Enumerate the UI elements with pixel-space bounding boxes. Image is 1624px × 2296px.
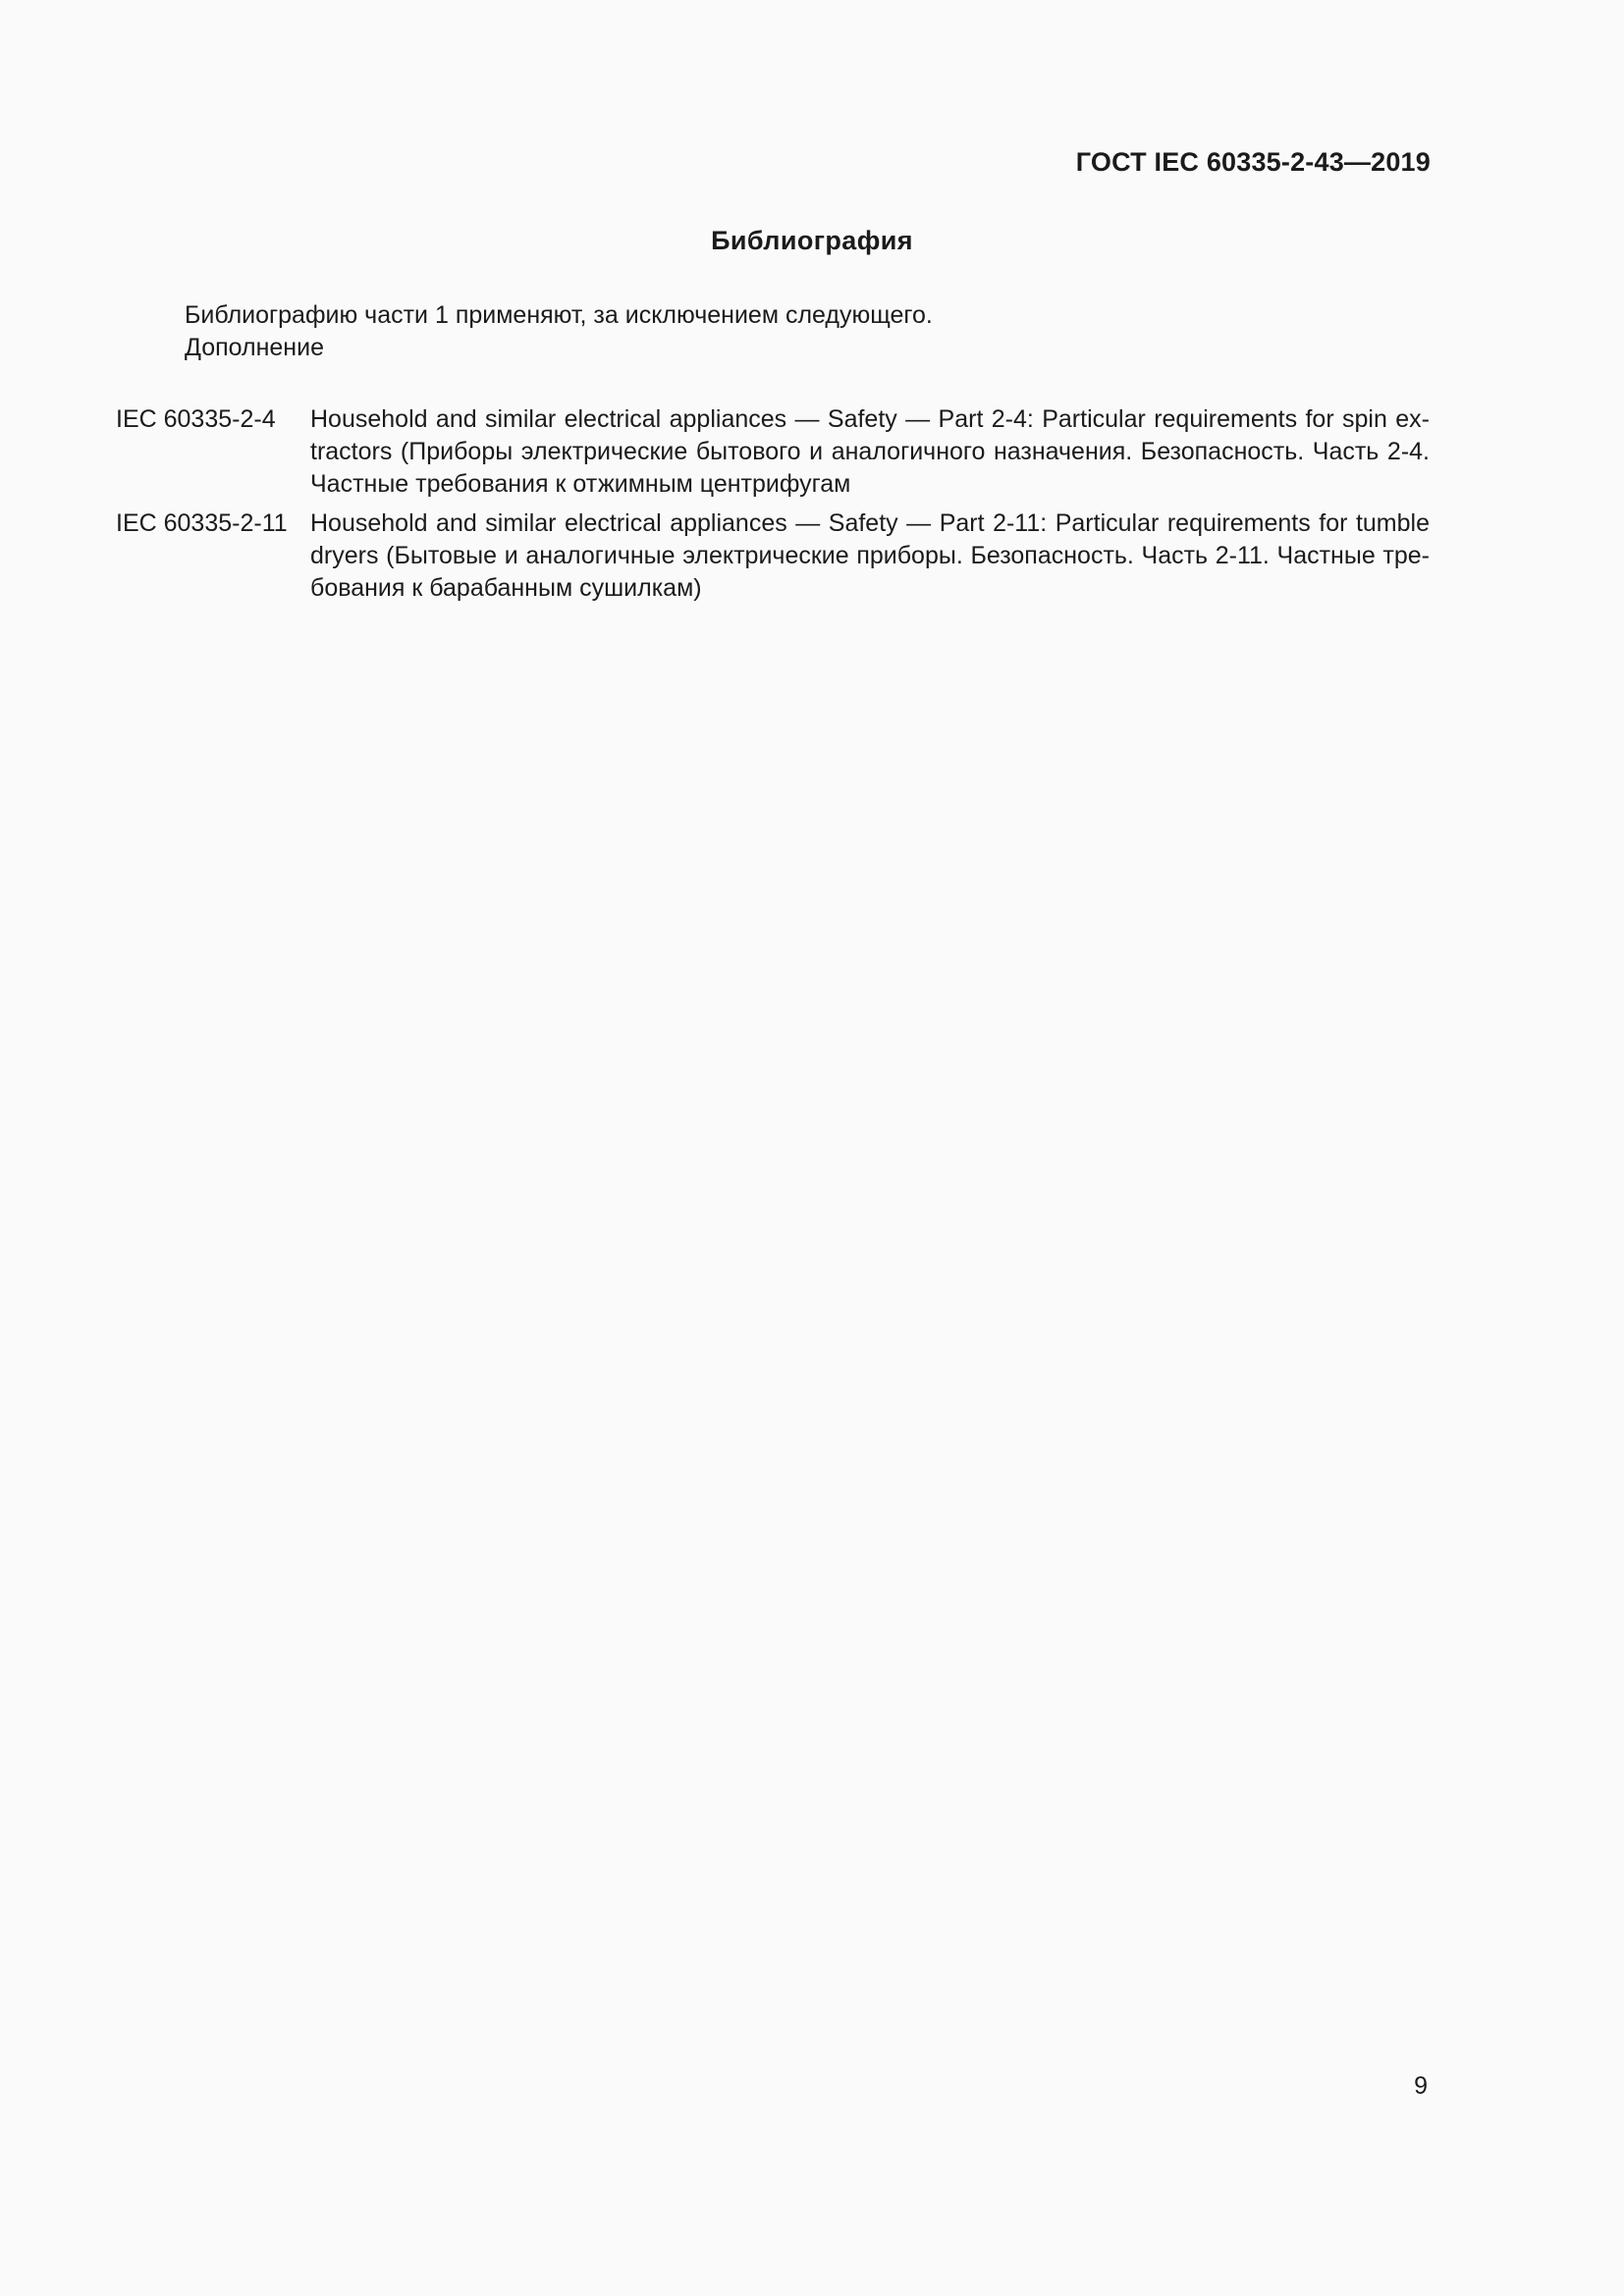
reference-code: IEC 60335-2-11 (116, 509, 288, 537)
reference-item (116, 507, 1430, 605)
reference-title: Household and similar electrical appliances — Safety — Part 2-11: Particular requirements for tumble dryers (Бытовые и аналогичные электрические приборы. Безопасность. Часть 2-11. Частные требования к барабанным сушилкам) (310, 509, 1430, 602)
reference-list (116, 403, 1430, 612)
intro-line: Библиографию части 1 применяют, за исключением следующего. (185, 301, 933, 329)
reference-item (116, 403, 1430, 501)
section-title: Библиография (711, 226, 913, 255)
page-number: 9 (1414, 2072, 1428, 2100)
reference-title: Household and similar electrical appliances — Safety — Part 2-4: Particular requirements for spin extractors (Приборы электрические бытового и аналогичного назначения. Безопасность. Часть 2-4. Частные требования к отжимным центрифугам (310, 405, 1430, 498)
reference-code: IEC 60335-2-4 (116, 405, 276, 433)
document-code-header: ГОСТ IEC 60335-2-43—2019 (1075, 147, 1431, 177)
intro-addition-label: Дополнение (185, 334, 324, 361)
intro-paragraph (185, 299, 933, 364)
